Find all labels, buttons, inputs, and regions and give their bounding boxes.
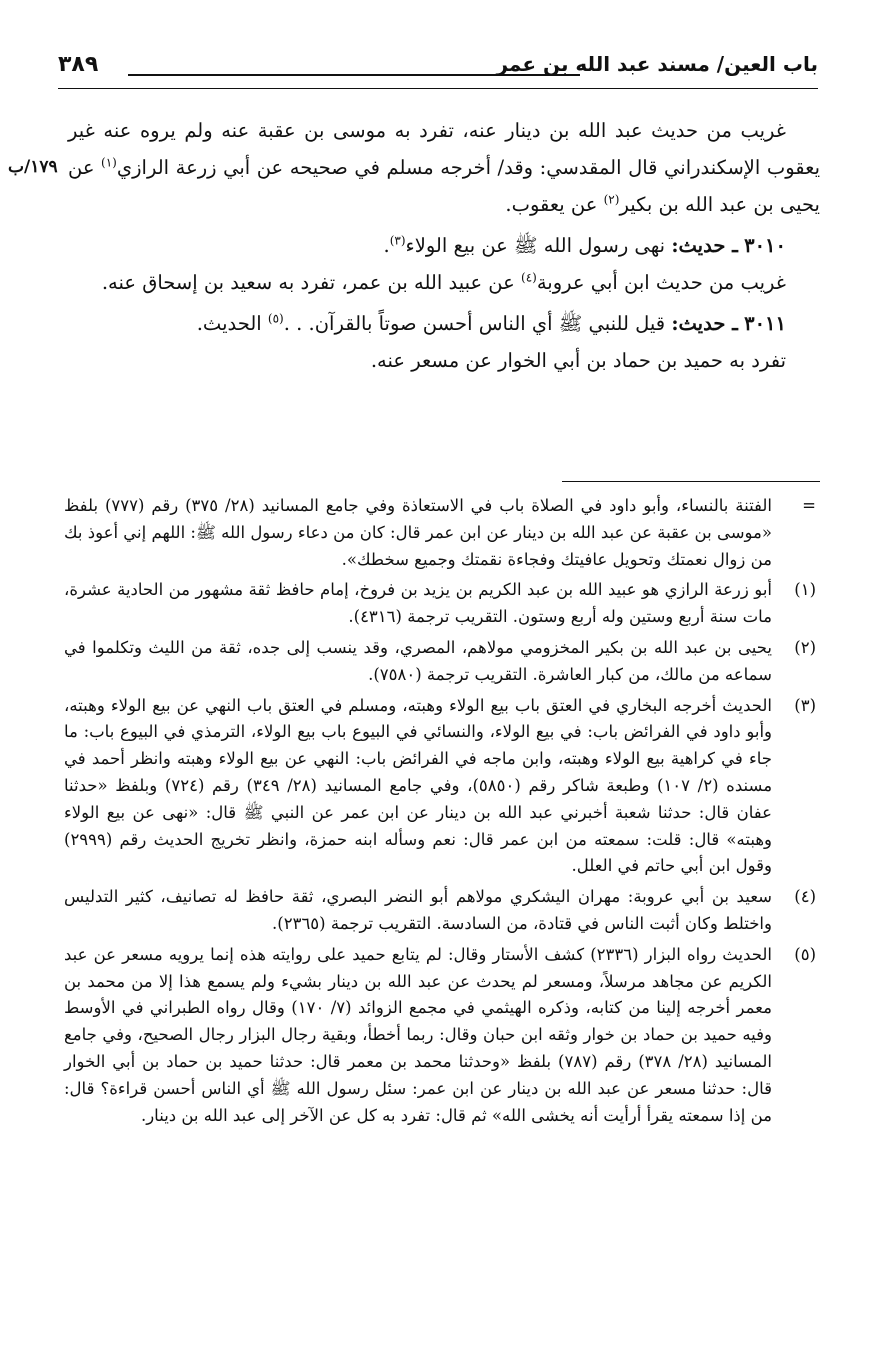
footnote-separator xyxy=(562,481,820,482)
footnote xyxy=(64,577,816,631)
footnote-number: (١) xyxy=(794,580,816,600)
hadith-text: نهى رسول الله ﷺ عن بيع الولاء xyxy=(405,234,672,257)
footnote-ref: (٤) xyxy=(521,270,537,285)
footnotes xyxy=(64,493,816,1133)
paragraph-text: تفرد به حميد بن حماد بن أبي الخوار عن مسعر عنه. xyxy=(370,349,786,372)
footnote xyxy=(64,493,816,573)
paragraph xyxy=(68,112,820,223)
hadith-text-end: الحديث. xyxy=(196,312,268,335)
footnote-ref: (١) xyxy=(101,155,117,170)
paragraph-text: عن يحيى بن عبد الله بن بكير xyxy=(68,156,820,216)
footnote-text: سعيد بن أبي عروبة: مهران اليشكري مولاهم أبو النضر البصري، ثقة حافظ له تصانيف، كثير التدليس واختلط وكان أثبت الناس في قتادة، من السادسة. التقريب ترجمة (٢٣٦٥). xyxy=(64,887,772,933)
footnote-number: = xyxy=(802,496,816,515)
footnote-text: الحديث أخرجه البخاري في العتق باب بيع الولاء وهبته، ومسلم في العتق باب النهي عن بيع الولاء وهبته، وأبو داود في الفرائض باب: في بيع الولاء، والنسائي في البيوع باب بيع الولاء، الترمذي في البيوع باب: ما جاء في كراهية بيع الولاء وهبته، وابن ماجه في الفرائض باب: النهي عن بيع الولاء وهبته وانظر أحمد في مسنده (٢/ ١٠٧) وطبعة شاكر رقم (٥٨٥٠)، وفي جامع المسانيد (٢٨/ ٣٤٩) رقم (٧٢٤) وبلفظ «حدثنا عفان قال: حدثنا شعبة أخبرني عبد الله بن دينار عن ابن عمر عن النبي ﷺ قال: «نهى عن بيع الولاء وهبته» قال: قلت: سمعته من ابن عمر قال: نعم وسأله ابنه حمزة، وانظر تخريج الحديث رقم (٢٩٩٩) وقول ابن أبي حاتم في العلل. xyxy=(64,695,773,876)
paragraph-text: غريب من حديث عبد الله بن دينار عنه، تفرد به موسى بن عقبة عنه ولم يروه عنه غير يعقوب الإسكندراني قال المقدسي: وقد/ أخرجه مسلم في صحيحه عن أبي زرعة الرازي xyxy=(68,119,820,179)
footnote-ref: (٥) xyxy=(267,311,284,326)
footnote-text: أبو زرعة الرازي هو عبيد الله بن عبد الكريم بن يزيد بن فروخ، إمام حافظ ثقة مشهور من الحادية عشرة، مات سنة أربع وستين وله أربع وستون. التقريب ترجمة (٤٣١٦). xyxy=(64,580,772,627)
footnote-text: الفتنة بالنساء، وأبو داود في الصلاة باب في الاستعاذة وفي جامع المسانيد (٢٨/ ٣٧٥) رقم (٧٧٧) بلفظ «موسى بن عقبة عن عبد الله بن دينار عن ابن عمر قال: كان من دعاء رسول الله ﷺ: اللهم إني أعوذ بك من زوال نعمتك وتحويل عافيتك وفجاءة نقمتك وجميع سخطك». xyxy=(64,496,773,569)
footnote-ref: (٢) xyxy=(603,192,620,207)
header-rule xyxy=(128,74,580,76)
footnote-ref: (٣) xyxy=(389,233,406,248)
hadith-number: ٣٠١١ xyxy=(744,312,786,335)
hadith-text: قيل للنبي ﷺ أي الناس أحسن صوتاً بالقرآن. . . xyxy=(283,312,672,335)
paragraph xyxy=(68,342,820,379)
footnote-number: (٢) xyxy=(794,637,816,657)
footnote-number: (٤) xyxy=(794,887,816,907)
paragraph-text: غريب من حديث ابن أبي عروبة xyxy=(536,271,786,294)
hadith-keyword: ـ حديث: xyxy=(671,234,738,257)
hadith-3011 xyxy=(68,305,820,342)
footnote xyxy=(64,942,816,1130)
hadith-keyword: ـ حديث: xyxy=(671,312,738,335)
header-title: باب العين/ مسند عبد الله بن عمر xyxy=(496,52,818,76)
running-header xyxy=(58,52,818,92)
paragraph xyxy=(68,264,820,301)
main-text xyxy=(8,112,820,379)
footnote xyxy=(64,693,816,881)
manuscript-folio-ref: ١٧٩/ب xyxy=(8,157,58,177)
footnote xyxy=(64,635,816,689)
page-number: ٣٨٩ xyxy=(58,52,99,77)
footnote xyxy=(64,884,816,938)
footnote-text: يحيى بن عبد الله بن بكير المخزومي مولاهم، المصري، وقد ينسب إلى جده، ثقة من الليث وتكلموا في سماعه من مالك، من كبار العاشرة. التقريب ترجمة (٧٥٨٠). xyxy=(64,637,772,684)
hadith-number: ٣٠١٠ xyxy=(744,234,786,257)
header-underline xyxy=(58,88,818,89)
paragraph-text: عن يعقوب. xyxy=(505,193,604,216)
footnote-text: الحديث رواه البزار (٢٣٣٦) كشف الأستار وقال: لم يتابع حميد على روايته هذه إنما يرويه مسعر عن عبد الكريم عن مجاهد مرسلاً، ومسعر لم يحدث عن عبد الله بن دينار بشيء ولم يسمع هذا إلا من محمد بن معمر أخرجه إلينا من كتابه، وذكره الهيثمي في مجمع الزوائد (٧/ ١٧٠) وقال رواه الطبراني في الأوسط وفيه حميد بن حماد بن خوار وثقه ابن حبان وقال: ربما أخطأ، وبقية رجال البزار رجال الصحيح، وفي جامع المسانيد (٢٨/ ٣٧٨) رقم (٧٨٧) بلفظ «وحدثنا محمد بن معمر قال: حدثنا حميد بن حماد بن أبي الخوار قال: حدثنا مسعر عن عبد الله بن دينار عن ابن عمر: سئل رسول الله ﷺ أي الناس أحسن قراءة؟ قال: من إذا سمعته يقرأ أرأيت أنه يخشى الله» ثم قال: تفرد به كل عن الآخر إلى عبد الله بن دينار. xyxy=(64,944,773,1125)
paragraph-text: عن عبيد الله بن عمر، تفرد به سعيد بن إسحاق عنه. xyxy=(101,271,521,294)
hadith-text-end: . xyxy=(383,234,390,257)
footnote-number: (٣) xyxy=(794,695,816,715)
footnote-number: (٥) xyxy=(794,944,816,964)
hadith-3010 xyxy=(68,227,820,264)
